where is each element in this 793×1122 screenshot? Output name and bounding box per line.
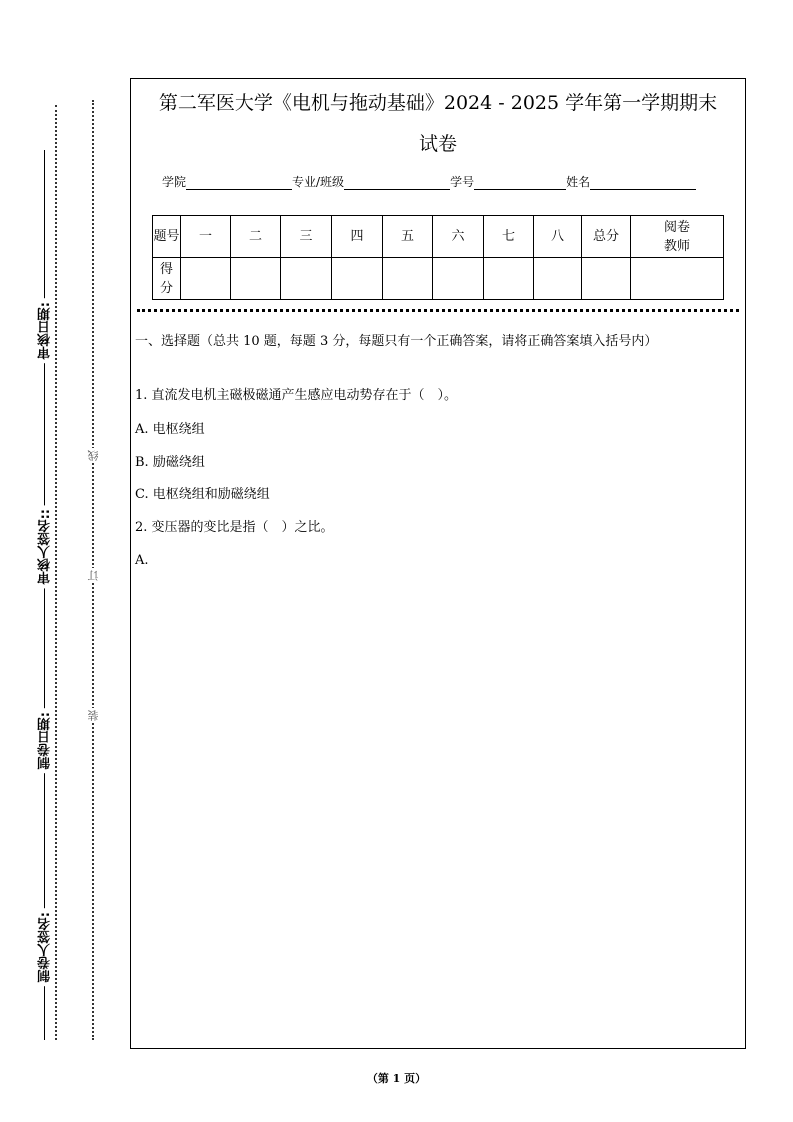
id-label: 学号 [450, 175, 475, 189]
major-field[interactable] [344, 175, 450, 190]
maker-signature-label: 制卷人签名: [36, 908, 55, 986]
table-cell: 三 [281, 216, 332, 258]
cut-line [55, 105, 57, 1040]
table-cell: 四 [332, 216, 383, 258]
option-a: A. 电枢绕组 [135, 422, 205, 437]
score-cell[interactable] [231, 258, 281, 300]
score-cell[interactable] [631, 258, 724, 300]
score-cell[interactable] [332, 258, 383, 300]
table-cell: 题号 [153, 216, 181, 258]
major-label: 专业/班级 [292, 175, 345, 189]
binding-char-order: 订 [87, 570, 100, 581]
question-2: 2. 变压器的变比是指（ ）之比。 [135, 520, 334, 535]
option-c: C. 电枢绕组和励磁绕组 [135, 487, 270, 502]
table-cell: 二 [231, 216, 281, 258]
score-cell[interactable] [534, 258, 582, 300]
exam-title-line2: 试卷 [418, 133, 457, 155]
review-date-label: 审核日期: [36, 298, 55, 363]
paper-date-label: 制卷日期: [36, 708, 55, 773]
exam-title: 第二军医大学《电机与拖动基础》2024 - 2025 学年第一学期期末 [158, 92, 718, 114]
question-1: 1. 直流发电机主磁极磁通产生感应电动势存在于（ ）。 [135, 388, 458, 403]
table-cell: 七 [484, 216, 534, 258]
id-field[interactable] [474, 175, 566, 190]
signature-line [44, 150, 45, 1040]
table-cell: 总分 [582, 216, 631, 258]
table-cell: 得分 [153, 258, 181, 300]
page-number: （第 1 页） [366, 1072, 427, 1085]
college-field[interactable] [186, 175, 292, 190]
section-heading: 一、选择题（总共 10 题，每题 3 分，每题只有一个正确答案，请将正确答案填入括号内） [135, 334, 658, 349]
score-cell[interactable] [181, 258, 231, 300]
reviewer-signature-label: 审核人签名:: [36, 505, 55, 588]
table-cell: 八 [534, 216, 582, 258]
score-cell[interactable] [484, 258, 534, 300]
score-table [152, 215, 724, 300]
option-b: B. 励磁绕组 [135, 455, 205, 470]
table-cell: 一 [181, 216, 231, 258]
score-cell[interactable] [281, 258, 332, 300]
college-label: 学院 [162, 175, 187, 189]
name-field[interactable] [590, 175, 696, 190]
option-a: A. [135, 553, 149, 568]
table-cell: 阅卷教师 [631, 216, 724, 258]
binding-char-line: 线 [87, 450, 100, 461]
student-info [162, 173, 696, 190]
score-cell[interactable] [582, 258, 631, 300]
table-cell: 六 [433, 216, 484, 258]
table-header-row [153, 216, 724, 258]
score-cell[interactable] [383, 258, 433, 300]
name-label: 姓名 [566, 175, 591, 189]
score-cell[interactable] [433, 258, 484, 300]
binding-char-bind: 装 [87, 710, 100, 721]
table-cell: 五 [383, 216, 433, 258]
separator [137, 309, 739, 312]
score-row [153, 258, 724, 300]
